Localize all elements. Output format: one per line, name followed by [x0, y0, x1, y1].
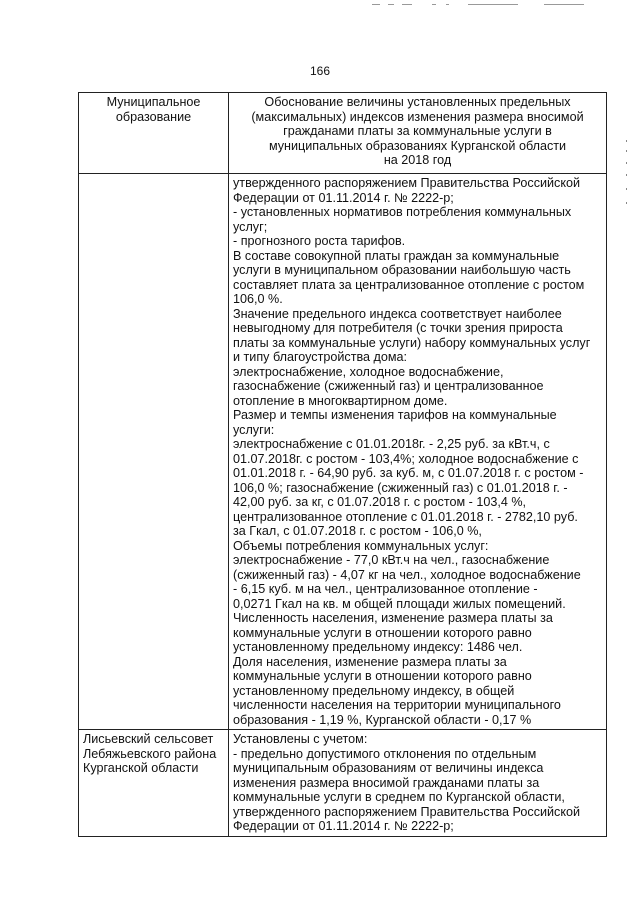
text-line: коммунальные услуги в отношении которого равно: [233, 669, 532, 683]
justification-cell: [229, 730, 607, 837]
header-line: Обоснование величины установленных предельных: [264, 95, 571, 109]
text-line: изменения размера вносимой гражданами платы за: [233, 775, 540, 790]
municipality-name-line: Лисьевский сельсовет: [83, 732, 214, 746]
text-line: 0,0271 Гкал на кв. м общей площади жилых помещений.: [233, 596, 566, 611]
header-line: гражданами платы за коммунальные услуги в: [283, 124, 552, 138]
text-line: Размер и темпы изменения тарифов на коммунальные: [233, 408, 557, 422]
text-line: 01.07.2018г. с ростом - 103,4%; холодное водоснабжение с: [233, 451, 579, 466]
text-line: электроснабжение с 01.01.2018г. - 2,25 руб. за кВт.ч, с: [233, 437, 550, 451]
text-line: услуги:: [233, 422, 275, 437]
text-line: Федерации от 01.11.2014 г. № 2222-р;: [233, 819, 454, 833]
text-line: 106,0 %.: [233, 292, 283, 306]
text-line: утвержденного распоряжением Правительства Российской: [233, 804, 581, 819]
text-line: - прогнозного роста тарифов.: [233, 234, 406, 248]
table-row: [79, 730, 607, 837]
text-line: 42,00 руб. за кг, с 01.07.2018 г. с ростом - 103,4 %,: [233, 495, 527, 509]
scan-margin-marks: [626, 140, 629, 210]
text-line: Численность населения, изменение размера платы за: [233, 611, 553, 625]
text-line: Объемы потребления коммунальных услуг:: [233, 538, 489, 553]
text-line: коммунальные услуги в среднем по Курганской области,: [233, 790, 565, 804]
header-line: (максимальных) индексов изменения размера вносимой: [251, 109, 584, 124]
justification-cell: [229, 174, 607, 730]
text-line: услуги в муниципальном образовании наибольшую часть: [233, 263, 571, 277]
table-header-row: [79, 93, 607, 174]
scan-edge-marks: [372, 4, 612, 8]
text-line: Доля населения, изменение размера платы за: [233, 654, 507, 669]
text-line: численности населения на территории муниципального: [233, 698, 561, 712]
text-line: составляет плата за централизованное отопление с ростом: [233, 277, 585, 292]
text-line: Установлены с учетом:: [233, 732, 368, 746]
text-line: электроснабжение - 77,0 кВт.ч на чел., газоснабжение: [233, 553, 550, 567]
municipality-cell: [79, 730, 229, 837]
text-line: электроснабжение, холодное водоснабжение,: [233, 364, 504, 379]
table-row: [79, 174, 607, 730]
municipality-cell: [79, 174, 229, 730]
text-line: Значение предельного индекса соответствует наиболее: [233, 306, 562, 321]
text-line: Федерации от 01.11.2014 г. № 2222-р;: [233, 190, 454, 205]
text-line: и типу благоустройства дома:: [233, 350, 408, 364]
header-municipality-text: Муниципальное образование: [106, 95, 201, 124]
text-line: (сжиженный газ) - 4,07 кг на чел., холодное водоснабжение: [233, 567, 581, 582]
text-line: услуг;: [233, 219, 268, 234]
text-line: образования - 1,19 %, Курганской области - 0,17 %: [233, 712, 532, 727]
text-line: утвержденного распоряжением Правительства Российской: [233, 176, 581, 190]
text-line: 106,0 %; газоснабжение (сжиженный газ) с 01.01.2018 г. -: [233, 480, 568, 495]
text-line: за Гкал, с 01.07.2018 г. с ростом - 106,0 %,: [233, 524, 482, 538]
municipality-name-line: Лебяжьевского района: [83, 746, 217, 761]
text-line: В составе совокупной платы граждан за коммунальные: [233, 248, 560, 263]
header-line: на 2018 год: [383, 153, 452, 167]
text-line: муниципальным образованиям от величины индекса: [233, 761, 544, 775]
text-line: платы за коммунальные услуги) набору коммунальных услуг: [233, 335, 591, 350]
text-line: - установленных нормативов потребления коммунальных: [233, 205, 572, 219]
text-line: установленному предельному индексу, в общей: [233, 683, 515, 698]
page-number: 166: [309, 64, 331, 78]
text-line: отопление в многоквартирном доме.: [233, 393, 448, 408]
header-line: муниципальных образованиях Курганской области: [268, 138, 567, 153]
text-line: - 6,15 куб. м на чел., централизованное отопление -: [233, 582, 538, 596]
text-line: установленному предельному индексу: 1486 чел.: [233, 640, 523, 654]
header-justification: [229, 93, 607, 174]
municipality-name-line: Курганской области: [83, 761, 199, 775]
text-line: газоснабжение (сжиженный газ) и централизованное: [233, 379, 544, 393]
text-line: невыгодному для потребителя (с точки зрения прироста: [233, 321, 563, 335]
header-municipality: [79, 93, 229, 174]
text-line: коммунальные услуги в отношении которого равно: [233, 625, 532, 640]
justification-table: [78, 92, 607, 837]
text-line: централизованное отопление с 01.01.2018 г. - 2782,10 руб.: [233, 509, 578, 524]
text-line: 01.01.2018 г. - 64,90 руб. за куб. м, с 01.07.2018 г. с ростом -: [233, 466, 584, 480]
text-line: - предельно допустимого отклонения по отдельным: [233, 746, 537, 761]
